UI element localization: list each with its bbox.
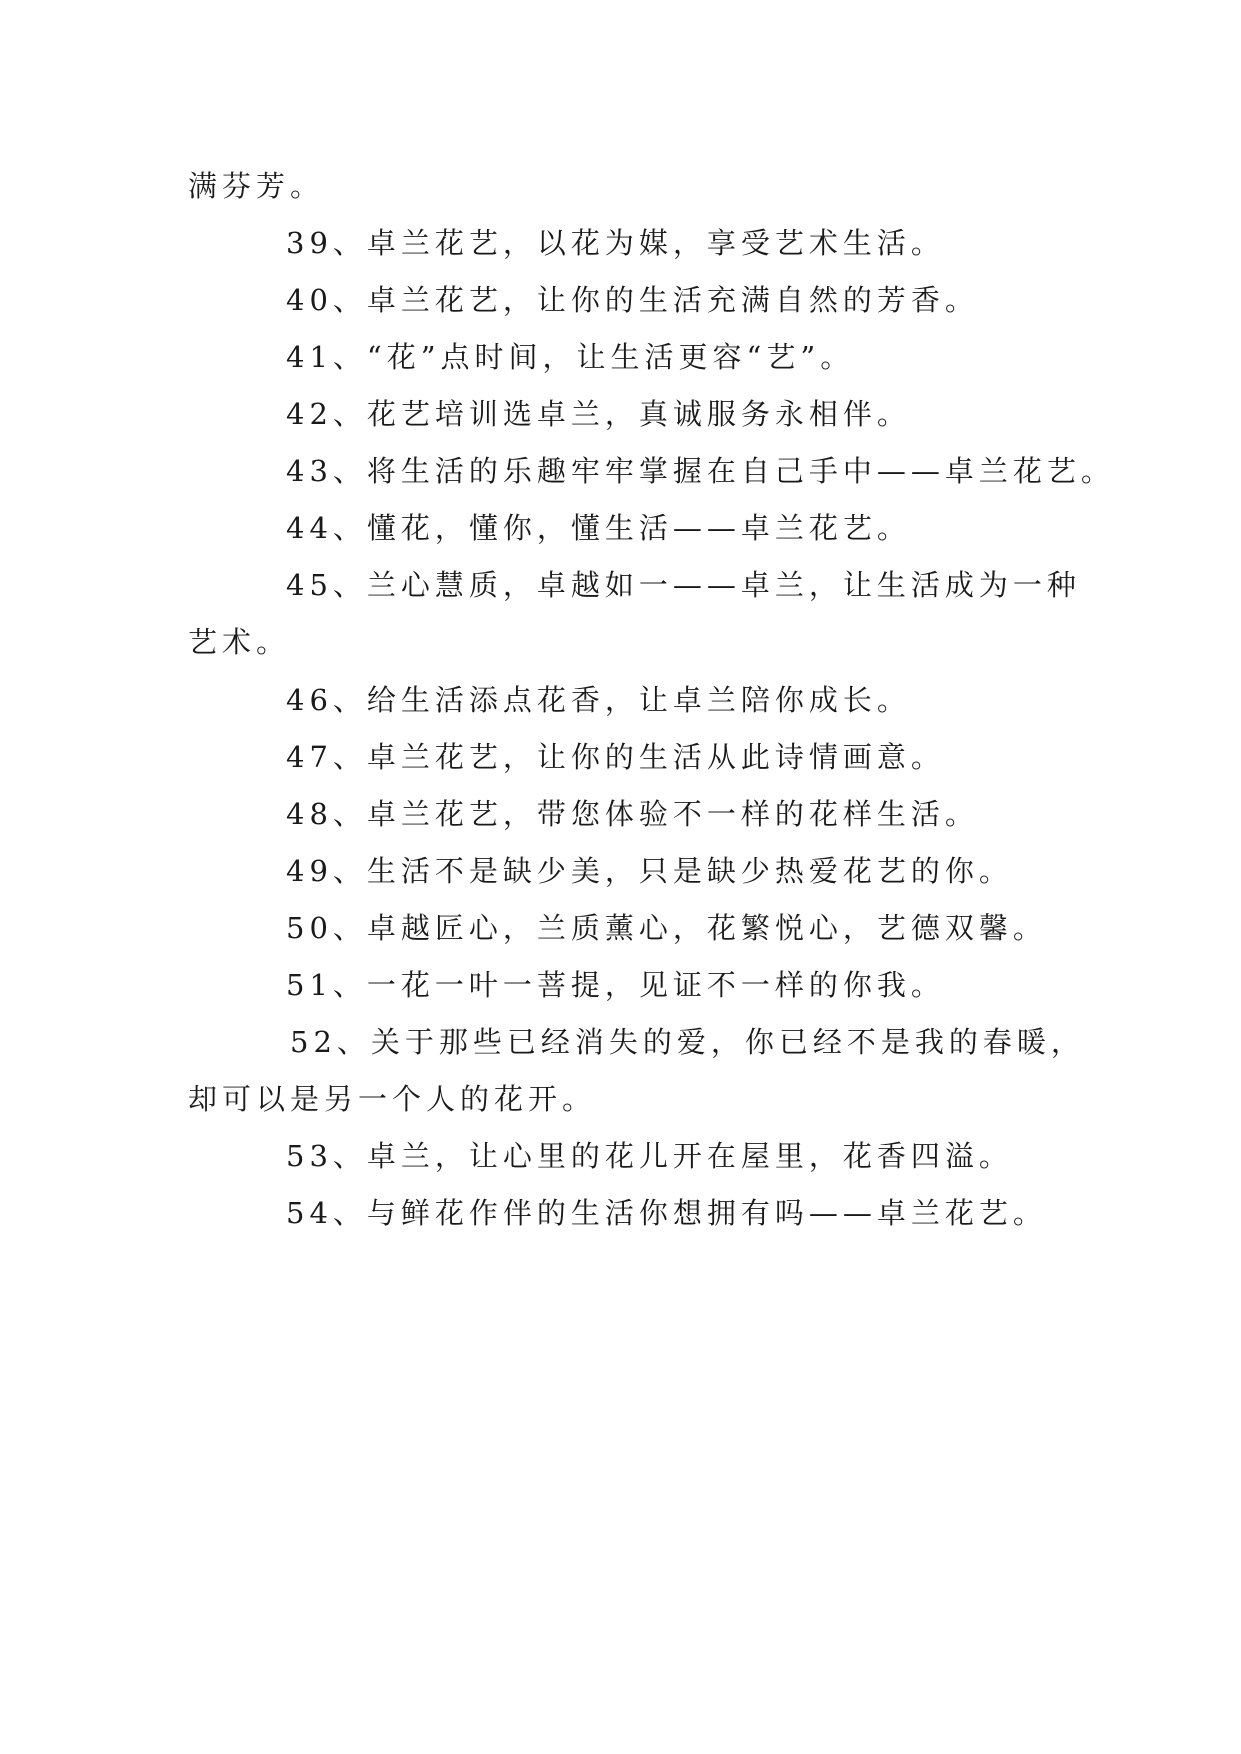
slogan-49: 49、生活不是缺少美，只是缺少热爱花艺的你。 [286,854,1013,888]
slogan-45-continuation: 艺术。 [188,625,291,659]
slogan-47: 47、卓兰花艺，让你的生活从此诗情画意。 [286,740,945,774]
slogan-53: 53、卓兰，让心里的花儿开在屋里，花香四溢。 [286,1139,1013,1173]
slogan-54: 54、与鲜花作伴的生活你想拥有吗——卓兰花艺。 [286,1196,1047,1230]
slogan-52: 52、关于那些已经消失的爱，你已经不是我的春暖， [290,1025,1085,1059]
slogan-41: 41、“花”点时间，让生活更容“艺”。 [286,340,855,374]
slogan-40: 40、卓兰花艺，让你的生活充满自然的芳香。 [286,283,979,317]
slogan-46: 46、给生活添点花香，让卓兰陪你成长。 [286,683,911,717]
slogan-42: 42、花艺培训选卓兰，真诚服务永相伴。 [286,397,911,431]
slogan-51: 51、一花一叶一菩提，见证不一样的你我。 [286,968,945,1002]
slogan-39: 39、卓兰花艺，以花为媒，享受艺术生活。 [286,226,945,260]
paragraph-continuation: 满芬芳。 [188,169,325,203]
slogan-48: 48、卓兰花艺，带您体验不一样的花样生活。 [286,797,979,831]
slogan-45: 45、兰心慧质，卓越如一——卓兰，让生活成为一种 [286,568,1081,602]
slogan-52-continuation: 却可以是另一个人的花开。 [188,1082,597,1116]
slogan-50: 50、卓越匠心，兰质薰心，花繁悦心，艺德双馨。 [286,911,1047,945]
slogan-44: 44、懂花，懂你，懂生活——卓兰花艺。 [286,511,911,545]
slogan-43: 43、将生活的乐趣牢牢掌握在自己手中——卓兰花艺。 [286,454,1115,488]
